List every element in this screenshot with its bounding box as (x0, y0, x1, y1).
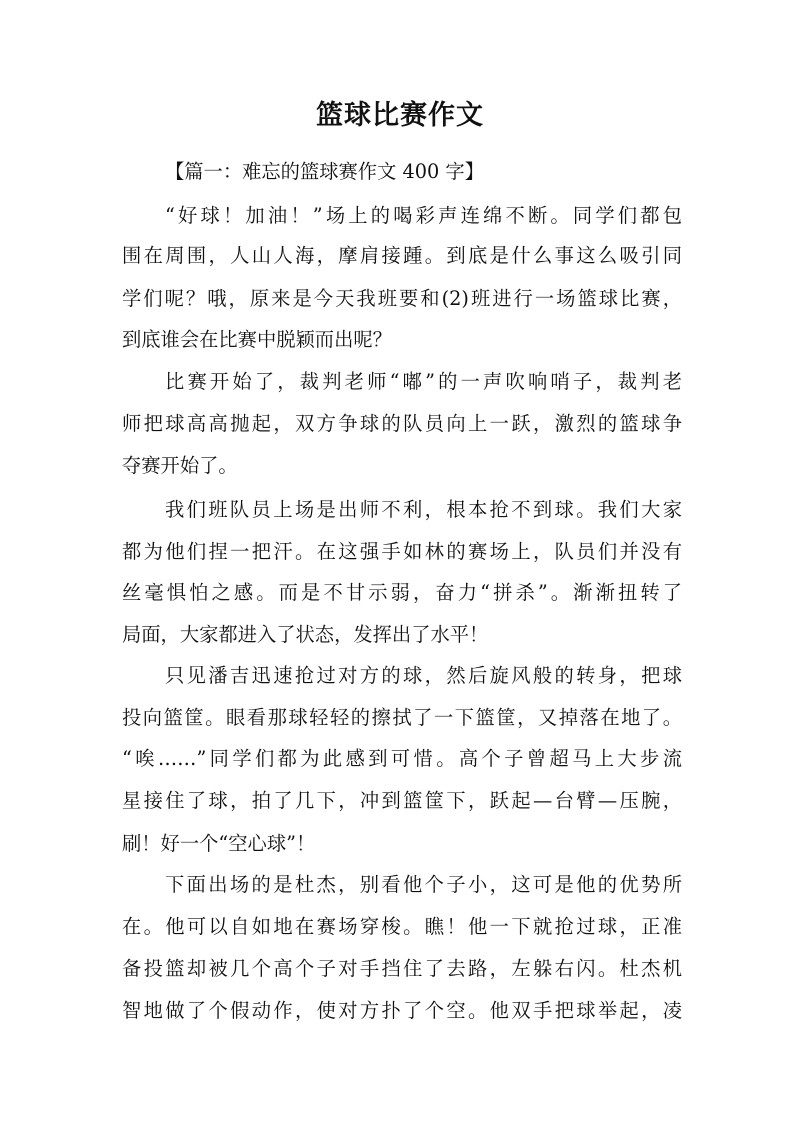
paragraph-line: 学们呢？哦，原来是今天我班要和(2)班进行一场篮球比赛， (122, 287, 682, 310)
paragraph-line: 备投篮却被几个高个子对手挡住了去路，左躲右闪。杜杰机 (122, 957, 682, 980)
section-heading: 【篇一：难忘的篮球赛作文 400 字】 (165, 160, 484, 183)
paragraph-line: 只见潘吉迅速抢过对方的球，然后旋风般的转身，把球 (165, 664, 682, 687)
paragraph-line: 下面出场的是杜杰，别看他个子小，这可是他的优势所 (165, 873, 682, 896)
paragraph-line: 我们班队员上场是出师不利，根本抢不到球。我们大家 (165, 498, 682, 521)
paragraph-line: 比赛开始了，裁判老师“嘟”的一声吹响哨子，裁判老 (165, 370, 682, 393)
paragraph-line: 都为他们捏一把汗。在这强手如林的赛场上，队员们并没有 (122, 540, 682, 563)
paragraph-line: “好球！加油！”场上的喝彩声连绵不断。同学们都包 (165, 204, 682, 227)
paragraph-line: “唉……”同学们都为此感到可惜。高个子曾超马上大步流 (122, 747, 682, 770)
paragraph-line: 到底谁会在比赛中脱颖而出呢？ (122, 328, 392, 351)
paragraph-line: 局面，大家都进入了状态，发挥出了水平！ (122, 623, 489, 646)
paragraph-line: 夺赛开始了。 (122, 454, 238, 477)
paragraph-line: 智地做了个假动作，使对方扑了个空。他双手把球举起，凌 (122, 999, 682, 1022)
paragraph-line: 星接住了球，拍了几下，冲到篮筐下，跃起—台臂—压腕， (122, 789, 682, 812)
paragraph-line: 师把球高高抛起，双方争球的队员向上一跃，激烈的篮球争 (122, 412, 682, 435)
paragraph-line: 丝毫惧怕之感。而是不甘示弱，奋力“拼杀”。渐渐扭转了 (122, 581, 682, 604)
paragraph-line: 刷！好一个“空心球”！ (122, 832, 316, 855)
paragraph-line: 围在周围，人山人海，摩肩接踵。到底是什么事这么吸引同 (122, 244, 682, 267)
paragraph-line: 在。他可以自如地在赛场穿梭。瞧！他一下就抢过球，正准 (122, 915, 682, 938)
paragraph-line: 投向篮筐。眼看那球轻轻的擦拭了一下篮筐，又掉落在地了。 (122, 706, 682, 729)
document-title: 篮球比赛作文 (316, 100, 484, 131)
